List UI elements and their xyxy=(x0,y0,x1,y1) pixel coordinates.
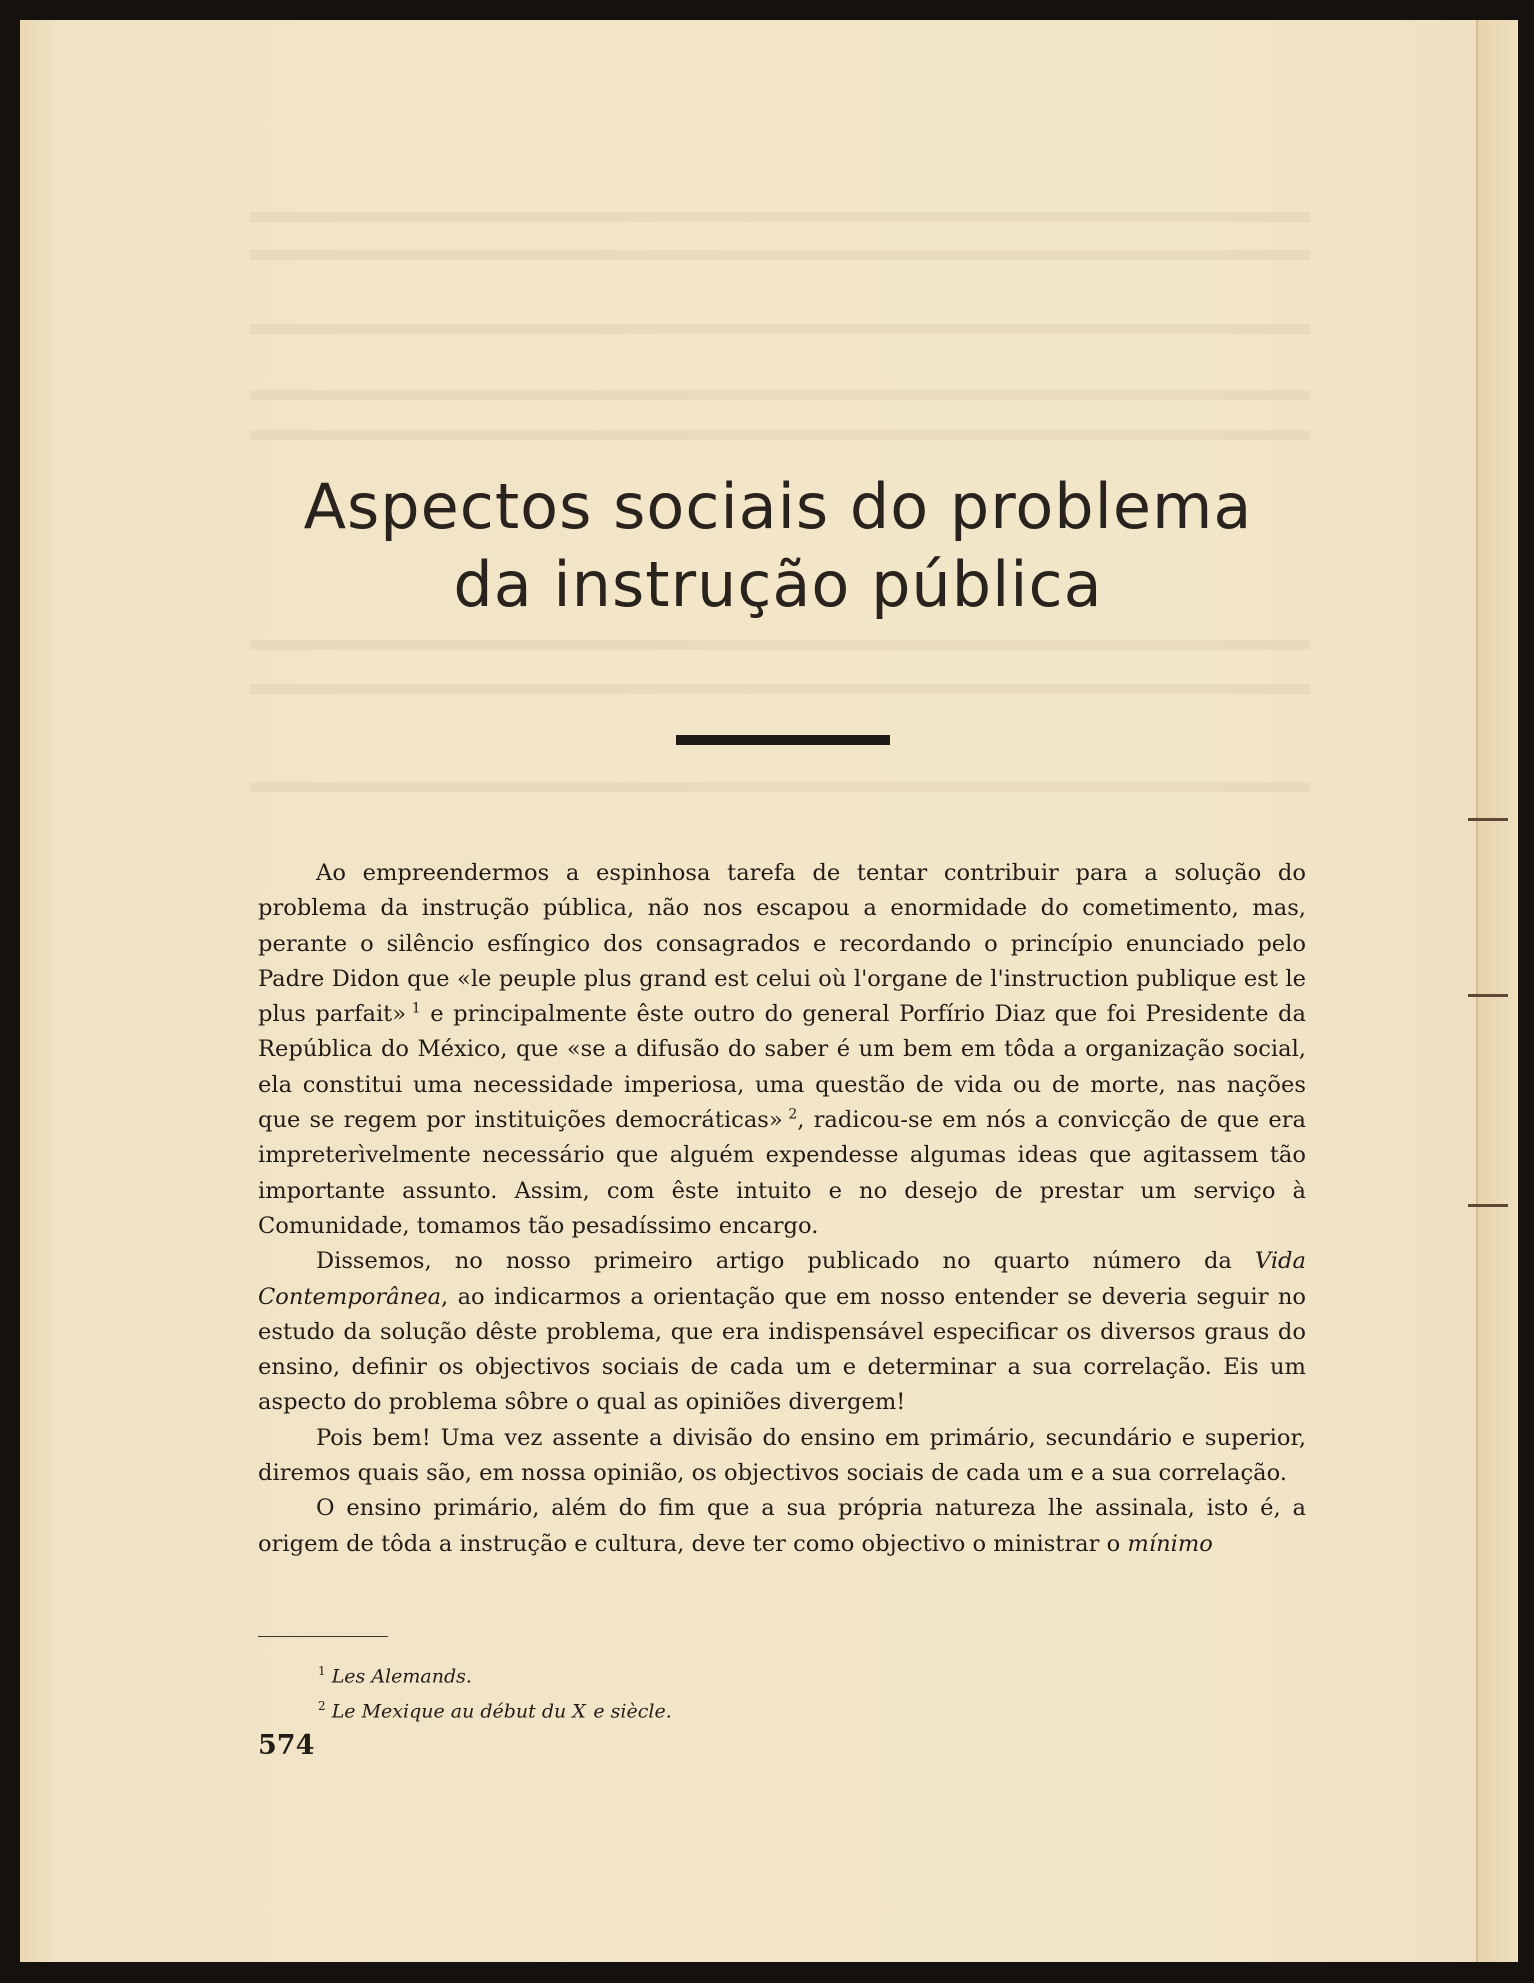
article-title xyxy=(200,468,1356,624)
paragraph-2-text-b: , ao indicarmos a orientação que em nosso entender se deveria seguir no estudo da solução dêste problema, que era indispensável especificar os diversos graus do ensino, definir os objectivos sociais de cada um e determinar a sua correlação. Eis um aspecto do problema sôbre o qual as opiniões divergem! xyxy=(258,1283,1306,1416)
show-through xyxy=(250,782,1310,792)
show-through xyxy=(250,684,1310,694)
paragraph-2-text-a: Dissemos, no nosso primeiro artigo publicado no quarto número da xyxy=(316,1248,1255,1275)
paragraph-4-text: O ensino primário, além do fim que a sua própria natureza lhe assinala, isto é, a origem de tôda a instrução e cultura, deve ter como objectivo o ministrar o xyxy=(258,1495,1306,1557)
title-ornament-rule xyxy=(676,735,890,745)
show-through xyxy=(250,640,1310,650)
footnote-1 xyxy=(318,1656,672,1691)
paragraph-1-text-a: Ao empreendermos a espinhosa tarefa de tentar contribuir para a solução do problema da instrução pública, não nos escapou a enormidade do cometimento, mas, perante o silêncio esfíngico dos consagrados e recordando o princípio enunciado pelo Padre Didon que «le peuple plus grand est celui où l'organe de l'instruction publique est le plus parfait» xyxy=(258,860,1306,1028)
facing-page-edge xyxy=(1476,20,1518,1962)
footnotes xyxy=(318,1656,672,1727)
binding-thread xyxy=(1468,818,1508,821)
footnote-1-number: 1 xyxy=(318,1664,326,1678)
article-body xyxy=(258,856,1306,1562)
footnote-ref-2: 2 xyxy=(788,1106,798,1123)
title-line-2: da instrução pública xyxy=(453,548,1103,621)
paragraph-2 xyxy=(258,1244,1306,1420)
show-through xyxy=(250,430,1310,440)
footnote-2 xyxy=(318,1691,672,1726)
show-through xyxy=(250,324,1310,334)
show-through xyxy=(250,212,1310,222)
footnote-2-text: Le Mexique au début du X e siècle. xyxy=(331,1700,672,1723)
paragraph-4 xyxy=(258,1491,1306,1562)
footnote-1-text: Les Alemands. xyxy=(331,1665,472,1688)
title-line-1: Aspectos sociais do problema xyxy=(303,470,1253,543)
footnote-ref-1: 1 xyxy=(411,1000,421,1017)
paragraph-1 xyxy=(258,856,1306,1244)
binding-thread xyxy=(1468,994,1508,997)
page-number: 574 xyxy=(258,1730,315,1761)
show-through xyxy=(250,390,1310,400)
footnote-separator xyxy=(258,1636,388,1637)
show-through xyxy=(250,250,1310,260)
paragraph-3: Pois bem! Uma vez assente a divisão do ensino em primário, secundário e superior, diremos quais são, em nossa opinião, os objectivos sociais de cada um e a sua correlação. xyxy=(258,1424,1306,1487)
paragraph-1-text-c: , radicou-se em nós a convicção de que era impreterìvelmente necessário que alguém expendesse algumas ideas que agitassem tão importante assunto. Assim, com êste intuito e no desejo de prestar um serviço à Comunidade, tomamos tão pesadíssimo encargo. xyxy=(258,1107,1306,1239)
footnote-2-number: 2 xyxy=(318,1699,326,1714)
emphasis-minimo: mínimo xyxy=(1127,1530,1213,1557)
binding-thread xyxy=(1468,1204,1508,1207)
journal-title: Vida Contemporânea xyxy=(258,1248,1306,1310)
paragraph-1-text-b: e principalmente êste outro do general Porfírio Diaz que foi Presidente da República do México, que «se a difusão do saber é um bem em tôda a organização social, ela constitui uma necessidade imperiosa, uma questão de vida ou de morte, nas nações que se regem por instituições democráticas» xyxy=(258,1001,1306,1134)
